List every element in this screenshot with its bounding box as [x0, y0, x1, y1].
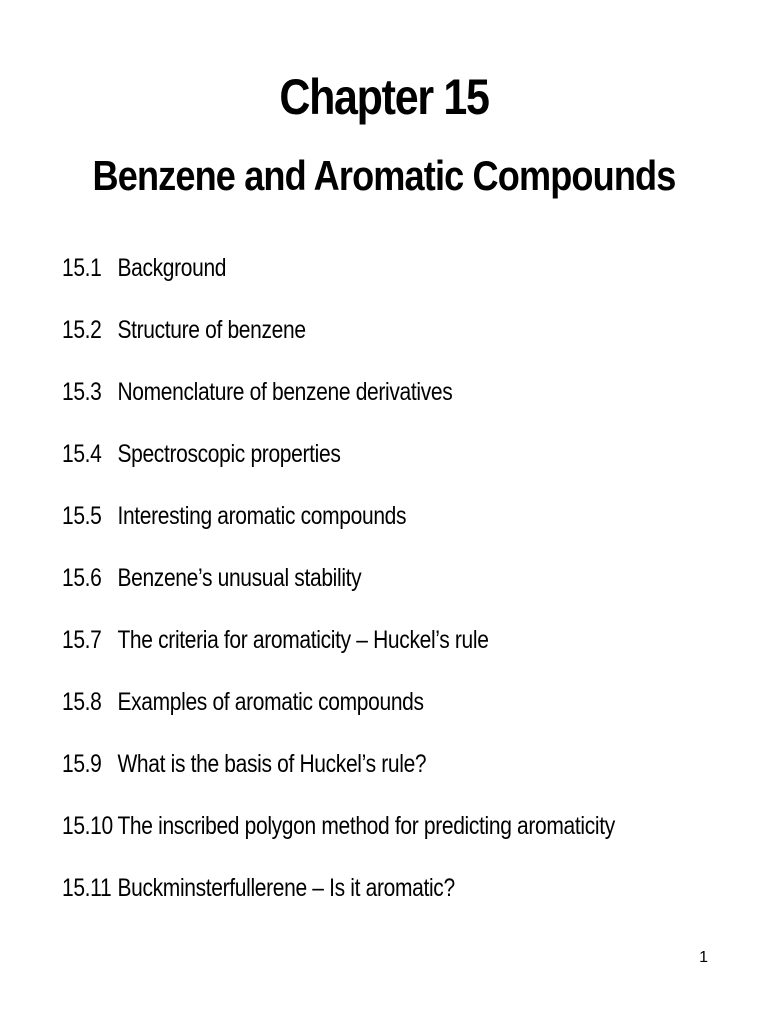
toc-item — [62, 806, 615, 868]
toc-item — [62, 868, 615, 930]
toc-item — [62, 744, 615, 806]
toc-item — [62, 372, 615, 434]
toc-item-title: Examples of aromatic compounds — [117, 688, 424, 716]
toc-item-title: Structure of benzene — [117, 316, 306, 344]
toc-item-number: 15.11 — [62, 874, 112, 902]
toc-item-number: 15.8 — [62, 688, 102, 716]
toc-item-number: 15.2 — [62, 316, 102, 344]
toc-item-number: 15.7 — [62, 626, 102, 654]
toc-item-number: 15.10 — [62, 812, 113, 840]
toc-item — [62, 682, 615, 744]
toc-item — [62, 434, 615, 496]
toc-item-title: Nomenclature of benzene derivatives — [117, 378, 453, 406]
table-of-contents — [62, 248, 720, 930]
toc-item — [62, 248, 615, 310]
chapter-subtitle: Benzene and Aromatic Compounds — [92, 152, 676, 199]
toc-item-title: What is the basis of Huckel’s rule? — [117, 750, 427, 778]
toc-item-number: 15.6 — [62, 564, 102, 592]
toc-item-number: 15.5 — [62, 502, 102, 530]
chapter-title: Chapter 15 — [279, 69, 489, 125]
toc-item-title: Spectroscopic properties — [117, 440, 341, 468]
toc-item-number: 15.9 — [62, 750, 102, 778]
toc-item — [62, 310, 615, 372]
toc-item — [62, 620, 615, 682]
toc-item-title: The criteria for aromaticity – Huckel’s rule — [117, 626, 489, 654]
toc-item-number: 15.1 — [62, 254, 102, 282]
toc-item-title: The inscribed polygon method for predicting aromaticity — [117, 812, 615, 840]
toc-item — [62, 558, 615, 620]
toc-item-title: Interesting aromatic compounds — [117, 502, 407, 530]
toc-item-title: Background — [117, 254, 227, 282]
toc-item-title: Benzene’s unusual stability — [117, 564, 362, 592]
toc-item — [62, 496, 615, 558]
page-number: 1 — [699, 949, 708, 966]
toc-item-number: 15.3 — [62, 378, 102, 406]
toc-item-title: Buckminsterfullerene – Is it aromatic? — [117, 874, 455, 902]
toc-item-number: 15.4 — [62, 440, 102, 468]
